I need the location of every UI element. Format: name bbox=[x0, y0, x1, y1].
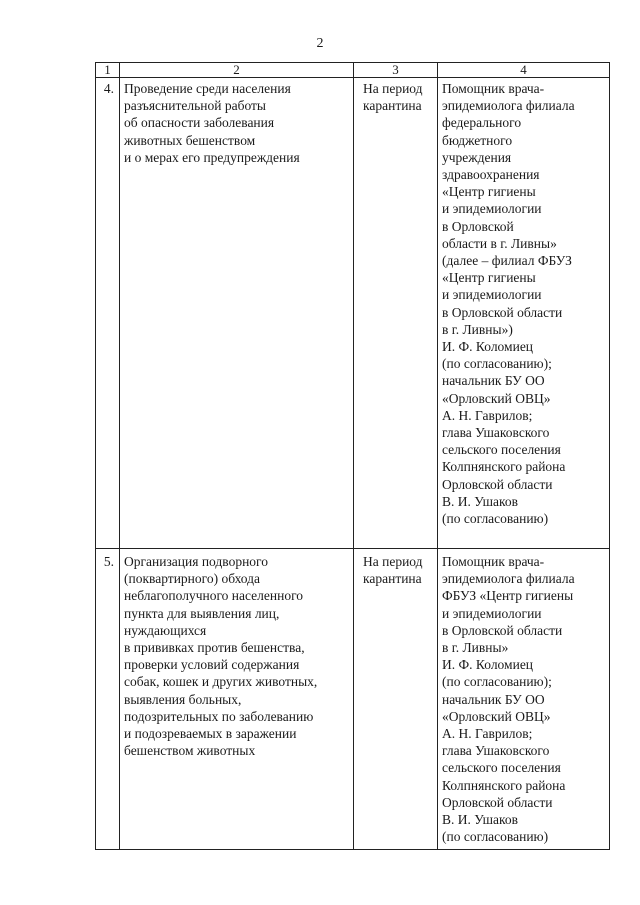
table-header-row bbox=[96, 63, 610, 78]
text-line: сельского поселения bbox=[442, 760, 561, 776]
text-line: А. Н. Гаврилов; bbox=[442, 407, 533, 423]
text-line: здравоохранения bbox=[442, 167, 540, 183]
measure-cell bbox=[120, 549, 354, 850]
row-number: 4. bbox=[96, 78, 120, 549]
text-line: (поквартирного) обхода bbox=[124, 571, 261, 587]
text-line: об опасности заболевания bbox=[124, 115, 275, 131]
text-line: «Орловский ОВЦ» bbox=[442, 390, 551, 406]
text-line: учреждения bbox=[442, 149, 512, 165]
text-line: На период bbox=[363, 554, 423, 569]
responsible-cell bbox=[438, 549, 610, 850]
text-line: Помощник врача- bbox=[442, 554, 545, 569]
text-line: «Орловский ОВЦ» bbox=[442, 708, 551, 724]
text-line: животных бешенством bbox=[124, 132, 256, 148]
text-line: (по согласованию) bbox=[442, 829, 549, 845]
text-line: и эпидемиологии bbox=[442, 287, 542, 303]
text-line: «Центр гигиены bbox=[442, 184, 536, 200]
text-line: Колпнянского района bbox=[442, 459, 566, 475]
text-line: И. Ф. Коломиец bbox=[442, 339, 534, 355]
text-line: пункта для выявления лиц, bbox=[124, 605, 280, 621]
text-line: ФБУЗ «Центр гигиены bbox=[442, 588, 574, 604]
table-row bbox=[96, 78, 610, 549]
text-line: и о мерах его предупреждения bbox=[124, 149, 300, 165]
text-line: в Орловской области bbox=[442, 622, 563, 638]
responsible-cell bbox=[438, 78, 610, 549]
measures-table bbox=[95, 62, 610, 850]
text-line: Организация подворного bbox=[124, 554, 268, 569]
text-line: глава Ушаковского bbox=[442, 743, 550, 759]
text-line: карантина bbox=[363, 571, 422, 587]
text-line: в г. Ливны») bbox=[442, 321, 513, 337]
text-line: эпидемиолога филиала bbox=[442, 98, 575, 114]
text-line: В. И. Ушаков bbox=[442, 812, 519, 828]
text-line: начальник БУ ОО bbox=[442, 691, 545, 707]
text-line: (по согласованию); bbox=[442, 356, 552, 372]
text-line: неблагополучного населенного bbox=[124, 588, 304, 604]
text-line: карантина bbox=[363, 98, 422, 114]
text-line: и эпидемиологии bbox=[442, 605, 542, 621]
text-line: глава Ушаковского bbox=[442, 425, 550, 441]
text-line: В. И. Ушаков bbox=[442, 493, 519, 509]
column-header: 2 bbox=[120, 63, 354, 78]
column-header: 3 bbox=[354, 63, 438, 78]
text-line: (по согласованию); bbox=[442, 674, 552, 690]
text-line: (по согласованию) bbox=[442, 511, 549, 527]
column-header: 4 bbox=[438, 63, 610, 78]
text-line: (далее – филиал ФБУЗ bbox=[442, 253, 572, 269]
text-line: и эпидемиологии bbox=[442, 201, 542, 217]
text-line: бюджетного bbox=[442, 132, 513, 148]
text-line: «Центр гигиены bbox=[442, 270, 536, 286]
text-line: Проведение среди населения bbox=[124, 81, 291, 96]
table-row bbox=[96, 549, 610, 850]
text-line: бешенством животных bbox=[124, 743, 256, 759]
measure-cell bbox=[120, 78, 354, 549]
text-line: в Орловской bbox=[442, 218, 514, 234]
page-number: 2 bbox=[316, 36, 324, 51]
column-header: 1 bbox=[96, 63, 120, 78]
text-line: и подозреваемых в заражении bbox=[124, 726, 297, 742]
text-line: эпидемиолога филиала bbox=[442, 571, 575, 587]
text-line: А. Н. Гаврилов; bbox=[442, 726, 533, 742]
text-line: сельского поселения bbox=[442, 442, 561, 458]
text-line: нуждающихся bbox=[124, 622, 207, 638]
text-line: подозрительных по заболеванию bbox=[124, 708, 314, 724]
text-line: Помощник врача- bbox=[442, 81, 545, 96]
text-line: проверки условий содержания bbox=[124, 657, 300, 673]
row-number: 5. bbox=[96, 549, 120, 850]
text-line: начальник БУ ОО bbox=[442, 373, 545, 389]
period-cell bbox=[354, 549, 438, 850]
text-line: Колпнянского района bbox=[442, 777, 566, 793]
text-line: выявления больных, bbox=[124, 691, 242, 707]
text-line: Орловской области bbox=[442, 476, 553, 492]
text-line: в прививках против бешенства, bbox=[124, 640, 305, 656]
text-line: На период bbox=[363, 81, 423, 96]
text-line: разъяснительной работы bbox=[124, 98, 266, 114]
text-line: собак, кошек и других животных, bbox=[124, 674, 318, 690]
text-line: в Орловской области bbox=[442, 304, 563, 320]
text-line: Орловской области bbox=[442, 794, 553, 810]
text-line: И. Ф. Коломиец bbox=[442, 657, 534, 673]
text-line: федерального bbox=[442, 115, 522, 131]
text-line: области в г. Ливны» bbox=[442, 235, 557, 251]
period-cell bbox=[354, 78, 438, 549]
text-line: в г. Ливны» bbox=[442, 640, 509, 656]
